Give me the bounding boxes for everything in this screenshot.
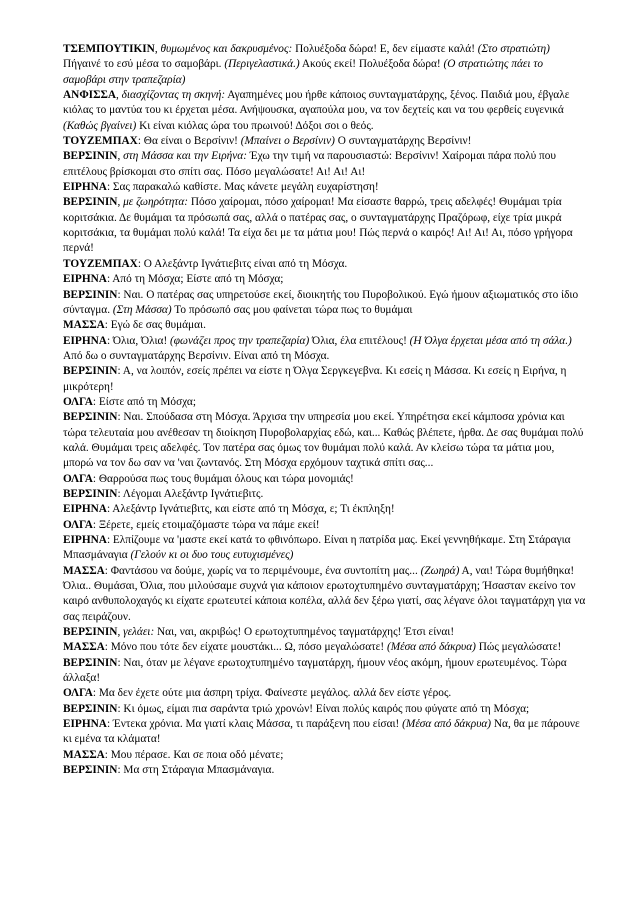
dialogue-text: , xyxy=(117,626,124,639)
dialogue-text: Αγαπημένες μου ήρθε κάποιος συνταγματάρχης, ξένος. Παιδιά μου, έβγαλε κιόλας το μαντύα του κι έρχεται μέσα. Ανήψουσκα, αγαπούλα μου, να τον δεχτείς και να του φερθείς ευγενικά xyxy=(63,89,570,117)
stage-direction: (Καθώς βγαίνει) xyxy=(63,119,137,132)
speaker-name: ΒΕΡΣΙΝΙΝ xyxy=(63,288,118,301)
dialogue-text: Να, θα με πάρουνε κι εμένα τα κλάματα! xyxy=(63,718,580,746)
dialogue-paragraph xyxy=(63,42,586,88)
dialogue-paragraph xyxy=(63,318,586,333)
dialogue-text: : Μα δεν έχετε ούτε μια άσπρη τρίχα. Φαίνεστε μεγάλος. αλλά δεν είστε γέρος. xyxy=(92,687,452,700)
dialogue-text: Πόσο χαίρομαι, πόσο χαίρομαι! Μα είσαστε θαρρώ, τρεις αδελφές! Θυμάμαι τρία κοριτσάκια. Δε θυμάμαι τα πρόσωπά σας, αλλά ο πατέρας σας, ο συνταγματάρχης Πραζόρωφ, είχε τρία μικρά κοριτσάκια, τα θυμάμαι πολύ καλά! Τα είχα δει με τα μάτια μου! Πώς περνά ο καιρός! Αι! Αι! Αι, πόσο γρήγορα περνά! xyxy=(63,196,573,255)
dialogue-paragraph xyxy=(63,702,586,717)
dialogue-text: : Όλια, Όλια! xyxy=(106,334,171,347)
dialogue-paragraph xyxy=(63,487,586,502)
dialogue-paragraph xyxy=(63,180,586,195)
speaker-name: ΟΛΓΑ xyxy=(63,472,93,485)
dialogue-text: Κι είναι κιόλας ώρα του πρωινού! Δόξοι σοι ο θεός. xyxy=(136,119,374,132)
dialogue-text: : Ο Αλεξάντρ Ιγνάτιεβιτς είναι από τη Μόσχα. xyxy=(137,257,348,270)
dialogue-paragraph xyxy=(63,763,586,778)
dialogue-paragraph xyxy=(63,656,586,687)
dialogue-text: : Ναι. Σπούδασα στη Μόσχα. Άρχισα την υπηρεσία μου εκεί. Υπηρέτησα εκεί κάμποσα χρόνια και τώρα τελευταία μου ανέθεσαν τη διοίκηση Πυροβολαρχίας εδώ, και... Καθώς βλέπετε, ήρθα. Δε σας θυμάμαι πολύ καλά. Θυμάμαι τρεις αδελφές. Τον πατέρα σας όμως τον θυμάμαι πολύ καλά. Αν κλείσω τώρα τα μάτια μου, μπορώ να τον δω σαν να 'ναι ζωντανός. Στη Μόσχα ερχόμουν ταχτικά σπίτι σας... xyxy=(63,411,584,470)
speaker-name: ΜΑΣΣΑ xyxy=(63,748,105,761)
stage-direction: θυμωμένος και δακρυσμένος: xyxy=(160,43,293,55)
speaker-name: ΤΟΥΖΕΜΠΑΧ xyxy=(63,257,138,270)
stage-direction: (Γελούν κι οι δυο τους ευτυχισμένες) xyxy=(130,549,294,562)
dialogue-text: : Θαρρούσα πως τους θυμάμαι όλους και τώρα μονομιάς! xyxy=(92,472,354,485)
stage-direction: (Στη Μάσσα) xyxy=(112,303,172,316)
dialogue-text: : Φαντάσου να δούμε, χωρίς να το περιμένουμε, ένα συντοπίτη μας... xyxy=(104,564,421,577)
stage-direction: (Περιγελαστικά.) xyxy=(224,58,300,71)
speaker-name: ΒΕΡΣΙΝΙΝ xyxy=(63,656,118,669)
speaker-name: ΕΙΡΗΝΑ xyxy=(63,334,107,347)
stage-direction: (Ο στρατιώτης πάει το σαμοβάρι στην τραπεζαρία) xyxy=(63,58,544,86)
dialogue-text: Πολυέξοδα δώρα! Ε, δεν είμαστε καλά! xyxy=(292,43,478,55)
speaker-name: ΒΕΡΣΙΝΙΝ xyxy=(63,365,118,378)
dialogue-paragraph xyxy=(63,195,586,256)
speaker-name: ΟΛΓΑ xyxy=(63,395,93,408)
dialogue-text: : Αλεξάντρ Ιγνάτιεβιτς, και είστε από τη Μόσχα, ε; Τι έκπληξη! xyxy=(106,503,395,516)
speaker-name: ΑΝΦΙΣΣΑ xyxy=(63,89,117,102)
dialogue-text: Από δω ο συνταγματάρχης Βερσίνιν. Είναι από τη Μόσχα. xyxy=(63,349,330,362)
dialogue-paragraph xyxy=(63,395,586,410)
dialogue-text: Πήγαινέ το εσύ μέσα το σαμοβάρι. xyxy=(63,58,225,71)
stage-direction: γελάει: xyxy=(123,626,155,639)
dialogue-text: , xyxy=(117,150,124,163)
dialogue-text: : Εγώ δε σας θυμάμαι. xyxy=(104,319,206,332)
speaker-name: ΕΙΡΗΝΑ xyxy=(63,718,107,731)
speaker-name: ΤΣΕΜΠΟΥΤΙΚΙΝ xyxy=(63,43,155,55)
stage-direction: (Μέσα από δάκρυα) xyxy=(386,641,476,654)
dialogue-paragraph xyxy=(63,257,586,272)
stage-direction: (Στο στρατιώτη) xyxy=(477,43,550,55)
dialogue-paragraph xyxy=(63,625,586,640)
dialogue-paragraph xyxy=(63,472,586,487)
stage-direction: (Ζωηρά) xyxy=(420,564,460,577)
dialogue-text: , xyxy=(117,196,124,209)
stage-direction: (Μέσα από δάκρυα) xyxy=(402,718,492,731)
dialogue-text: Έχω την τιμή να παρουσιαστώ: Βερσίνιν! Χαίρομαι πάρα πολύ που επιτέλους βρίσκομαι στο σπίτι σας. Πόσο μεγαλώσατε! Αι! Αι! Αι! xyxy=(63,150,556,178)
stage-direction: (φωνάζει προς την τραπεζαρία) xyxy=(170,334,310,347)
dialogue-paragraph xyxy=(63,564,586,625)
stage-direction: διασχίζοντας τη σκηνή: xyxy=(121,89,226,102)
dialogue-text: Α, ναι! Τώρα θυμήθηκα! Όλια.. Θυμάσαι, Όλια, που μιλούσαμε συχνά για κάποιον ερωτοχτυπημένο συνταγματάρχη; Ήσασταν εκείνο τον καιρό ανθυπολοχαγός κι είχατε ερωτευτεί κάποια κοπέλα, αλλά δεν ξέρω γιατί, σας λέγανε όλοι ταγματάρχη για να σας πειράζουν. xyxy=(63,564,586,623)
dialogue-text: Το πρόσωπό σας μου φαίνεται τώρα πως το θυμάμαι xyxy=(171,303,413,316)
speaker-name: ΜΑΣΣΑ xyxy=(63,319,105,332)
speaker-name: ΕΙΡΗΝΑ xyxy=(63,181,107,194)
dialogue-paragraph xyxy=(63,502,586,517)
dialogue-paragraph xyxy=(63,134,586,149)
dialogue-paragraph xyxy=(63,88,586,134)
dialogue-text: : Ελπίζουμε να 'μαστε εκεί κατά το φθινόπωρο. Είναι η πατρίδα μας. Εκεί γεννηθήκαμε. Στη Στάραγια Μπασμάναγια xyxy=(63,534,571,562)
dialogue-text: : Ξέρετε, εμείς ετοιμαζόμαστε τώρα να πάμε εκεί! xyxy=(92,518,320,531)
dialogue-paragraph xyxy=(63,272,586,287)
speaker-name: ΒΕΡΣΙΝΙΝ xyxy=(63,487,118,500)
speaker-name: ΒΕΡΣΙΝΙΝ xyxy=(63,764,118,777)
dialogue-paragraph xyxy=(63,518,586,533)
stage-direction: (Μπαίνει ο Βερσίνιν) xyxy=(240,135,335,148)
dialogue-paragraph xyxy=(63,686,586,701)
dialogue-text: : Μα στη Στάραγια Μπασμάναγια. xyxy=(117,764,275,777)
speaker-name: ΕΙΡΗΝΑ xyxy=(63,534,107,546)
speaker-name: ΒΕΡΣΙΝΙΝ xyxy=(63,150,118,163)
speaker-name: ΒΕΡΣΙΝΙΝ xyxy=(63,702,118,715)
dialogue-text: : Είστε από τη Μόσχα; xyxy=(92,395,196,408)
dialogue-paragraph xyxy=(63,533,586,564)
dialogue-paragraph xyxy=(63,288,586,319)
dialogue-paragraph xyxy=(63,640,586,655)
speaker-name: ΒΕΡΣΙΝΙΝ xyxy=(63,411,118,424)
speaker-name: ΤΟΥΖΕΜΠΑΧ xyxy=(63,135,138,148)
speaker-name: ΟΛΓΑ xyxy=(63,687,93,700)
dialogue-text: , xyxy=(154,43,161,55)
dialogue-text: Ο συνταγματάρχης Βερσίνιν! xyxy=(334,135,472,148)
dialogue-text: : Έντεκα χρόνια. Μα γιατί κλαις Μάσσα, τι παράξενη που είσαι! xyxy=(106,718,403,731)
dialogue-text: Ακούς εκεί! Πολυέξοδα δώρα! xyxy=(299,58,444,71)
dialogue-text: : Μόνο που τότε δεν είχατε μουστάκι... Ω, πόσο μεγαλώσατε! xyxy=(104,641,387,654)
speaker-name: ΒΕΡΣΙΝΙΝ xyxy=(63,196,118,209)
speaker-name: ΒΕΡΣΙΝΙΝ xyxy=(63,626,118,639)
dialogue-text: Όλια, έλα επιτέλους! xyxy=(309,334,410,347)
speaker-name: ΟΛΓΑ xyxy=(63,518,93,531)
stage-direction: (Η Όλγα έρχεται μέσα από τη σάλα.) xyxy=(409,334,572,347)
dialogue-text: : Κι όμως, είμαι πια σαράντα τριώ χρονών! Είναι πολύς καιρός που φύγατε από τη Μόσχα; xyxy=(117,702,530,715)
stage-direction: στη Μάσσα και την Ειρήνα: xyxy=(123,150,247,163)
dialogue-text: : Α, να λοιπόν, εσείς πρέπει να είστε η Όλγα Σεργκεγεβνα. Κι εσείς η Μάσσα. Κι εσείς η Ειρήνα, η μικρότερη! xyxy=(63,365,567,393)
dialogue-text: : Ναι. Ο πατέρας σας υπηρετούσε εκεί, διοικητής του Πυροβολικού. Εγώ ήμουν αξιωματικός στο ίδιο σύνταγμα. xyxy=(63,288,579,316)
dialogue-text: : Μου πέρασε. Και σε ποια οδό μένατε; xyxy=(104,748,284,761)
dialogue-paragraph xyxy=(63,410,586,471)
dialogue-text: : Από τη Μόσχα; Είστε από τη Μόσχα; xyxy=(106,273,284,286)
speaker-name: ΜΑΣΣΑ xyxy=(63,641,105,654)
stage-direction: με ζωηρότητα: xyxy=(123,196,189,209)
dialogue-text: : Θα είναι ο Βερσίνιν! xyxy=(137,135,241,148)
dialogue-text: : Σας παρακαλώ καθίστε. Μας κάνετε μεγάλη ευχαρίστηση! xyxy=(106,181,379,194)
speaker-name: ΕΙΡΗΝΑ xyxy=(63,503,107,516)
speaker-name: ΕΙΡΗΝΑ xyxy=(63,273,107,286)
dialogue-text: Ναι, ναι, ακριβώς! Ο ερωτοχτυπημένος ταγματάρχης! Έτσι είναι! xyxy=(154,626,455,639)
dialogue-paragraph xyxy=(63,334,586,365)
dialogue-paragraph xyxy=(63,149,586,180)
dialogue-text: , xyxy=(116,89,122,102)
dialogue-paragraph xyxy=(63,364,586,395)
dialogue-text: Πώς μεγαλώσατε! xyxy=(475,641,562,654)
speaker-name: ΜΑΣΣΑ xyxy=(63,564,105,577)
dialogue-paragraph xyxy=(63,748,586,763)
dialogue-text: : Λέγομαι Αλεξάντρ Ιγνάτιεβιτς. xyxy=(117,487,264,500)
dialogue-text: : Ναι, όταν με λέγανε ερωτοχτυπημένο ταγματάρχη, ήμουν νέος ακόμη, ήμουν ερωτευμένος. Τώρα άλλαξα! xyxy=(63,656,567,685)
dialogue-paragraph xyxy=(63,717,586,748)
